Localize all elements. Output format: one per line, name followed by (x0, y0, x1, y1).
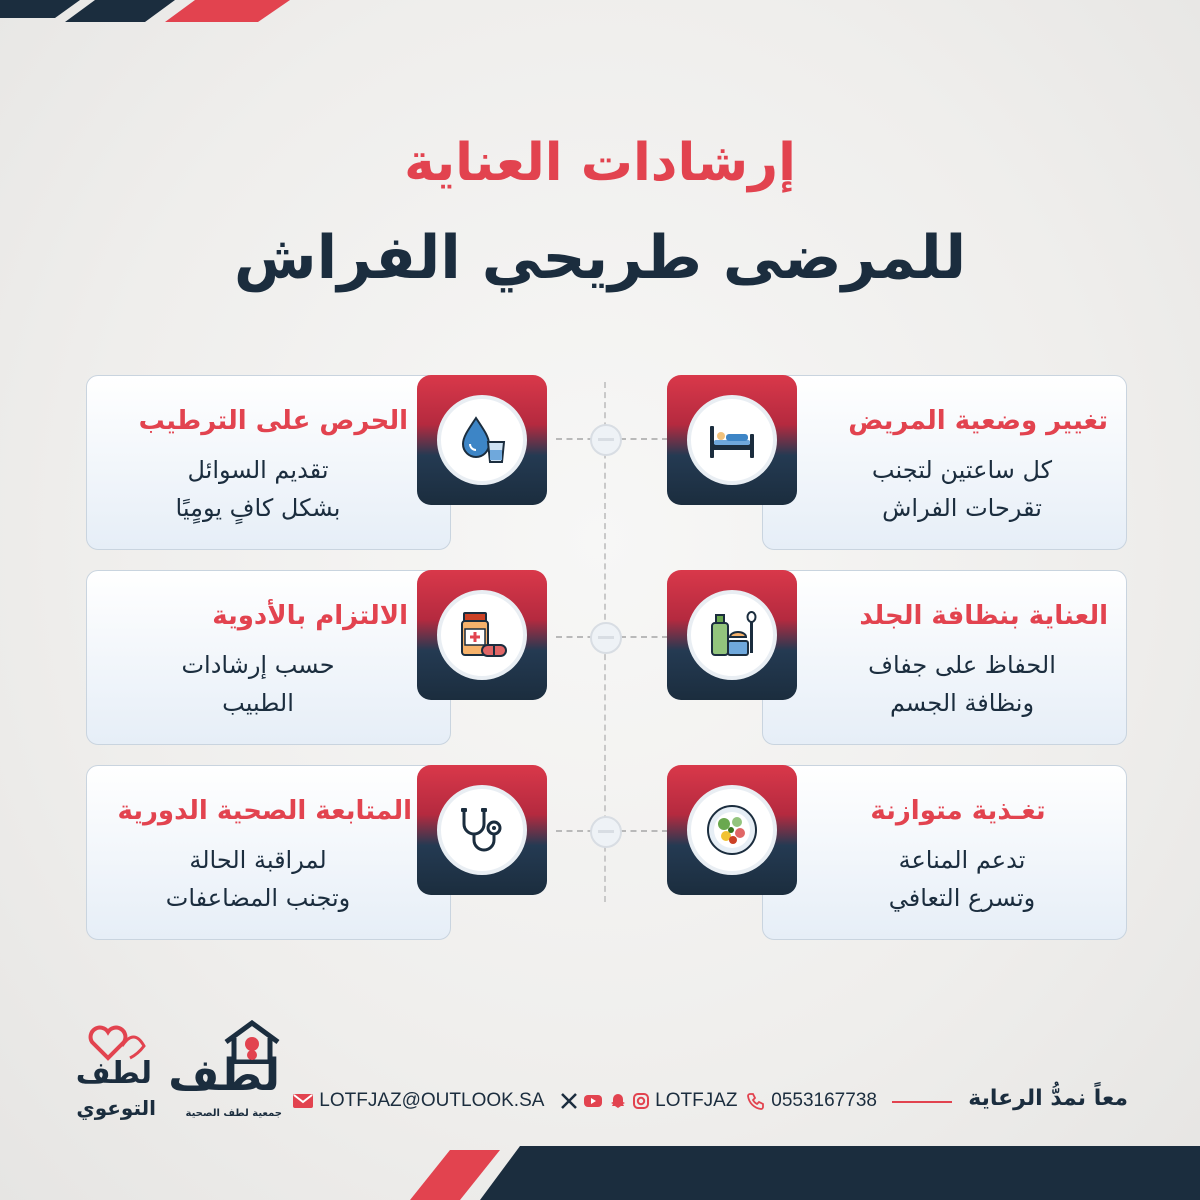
salad-bowl-icon (704, 802, 760, 858)
card-title: العناية بنظافة الجلد (859, 601, 1108, 631)
timeline-node (590, 816, 622, 848)
timeline-node (590, 424, 622, 456)
awareness-logo-subtitle: التوعوي (76, 1096, 156, 1120)
connector-dash (620, 830, 668, 832)
social-handle: LOTFJAZ (655, 1090, 738, 1111)
badge-skin-hygiene (667, 570, 797, 700)
badge-reposition-patient (667, 375, 797, 505)
card-medication (86, 570, 451, 745)
footer-social[interactable] (560, 1090, 737, 1112)
card-title: تغـذية متوازنة (870, 796, 1046, 826)
association-logo-subtitle: جمعية لطف الصحية (185, 1108, 282, 1119)
card-title: الالتزام بالأدوية (212, 601, 408, 631)
badge-health-followup (417, 765, 547, 895)
card-hydration (86, 375, 451, 550)
snapchat-icon (609, 1092, 627, 1110)
card-text: تقديم السوائل (187, 456, 329, 484)
phone-icon (746, 1091, 766, 1111)
hygiene-products-icon (704, 607, 760, 663)
card-title: المتابعة الصحية الدورية (117, 796, 412, 826)
water-drop-glass-icon (454, 412, 510, 468)
card-text: كل ساعتين لتجنب (871, 456, 1053, 484)
email-address: LOTFJAZ@OUTLOOK.SA (319, 1090, 545, 1111)
association-logo (168, 1020, 284, 1130)
card-text: الطبيب (222, 689, 294, 717)
youtube-icon (583, 1092, 603, 1110)
badge-hydration (417, 375, 547, 505)
card-text: بشكل كافٍ يومٍيًا (175, 494, 341, 522)
association-logo-text: لطف (168, 1050, 280, 1101)
awareness-logo-text: لطف (75, 1056, 152, 1091)
timeline-node (590, 622, 622, 654)
card-title: تغيير وضعية المريض (848, 406, 1108, 436)
badge-nutrition (667, 765, 797, 895)
card-nutrition (762, 765, 1127, 940)
instagram-icon (632, 1092, 650, 1110)
stethoscope-icon (454, 802, 510, 858)
connector-dash (620, 438, 668, 440)
card-text: الحفاظ على جفاف (868, 651, 1056, 679)
bottom-right-stripes (400, 1146, 1200, 1200)
phone-number: 0553167738 (771, 1090, 877, 1111)
footer-phone[interactable] (746, 1090, 877, 1112)
page-title-line1: إرشادات العناية (404, 133, 796, 193)
footer-email[interactable] (292, 1090, 544, 1112)
medicine-bottle-icon (454, 607, 510, 663)
card-text: تدعم المناعة (898, 846, 1026, 874)
awareness-logo (75, 1022, 172, 1132)
connector-dash (620, 636, 668, 638)
footer-slogan: معاً نمدُّ الرعاية (968, 1086, 1128, 1111)
email-icon (292, 1092, 314, 1110)
card-skin-hygiene (762, 570, 1127, 745)
badge-medication (417, 570, 547, 700)
card-reposition-patient (762, 375, 1127, 550)
card-text: ونظافة الجسم (889, 689, 1035, 717)
bed-icon (704, 412, 760, 468)
page-title-line2: للمرضى طريحي الفراش (233, 223, 967, 293)
card-text: وتسرع التعافي (888, 884, 1036, 912)
card-title: الحرص على الترطيب (138, 406, 408, 436)
card-text: حسب إرشادات (181, 651, 335, 679)
top-left-stripes (0, 0, 300, 24)
card-text: لمراقبة الحالة (189, 846, 327, 874)
footer-divider-line (892, 1101, 952, 1103)
card-text: تقرحات الفراش (882, 494, 1042, 522)
card-text: وتجنب المضاعفات (165, 884, 351, 912)
x-icon (560, 1092, 578, 1110)
card-health-followup (86, 765, 451, 940)
